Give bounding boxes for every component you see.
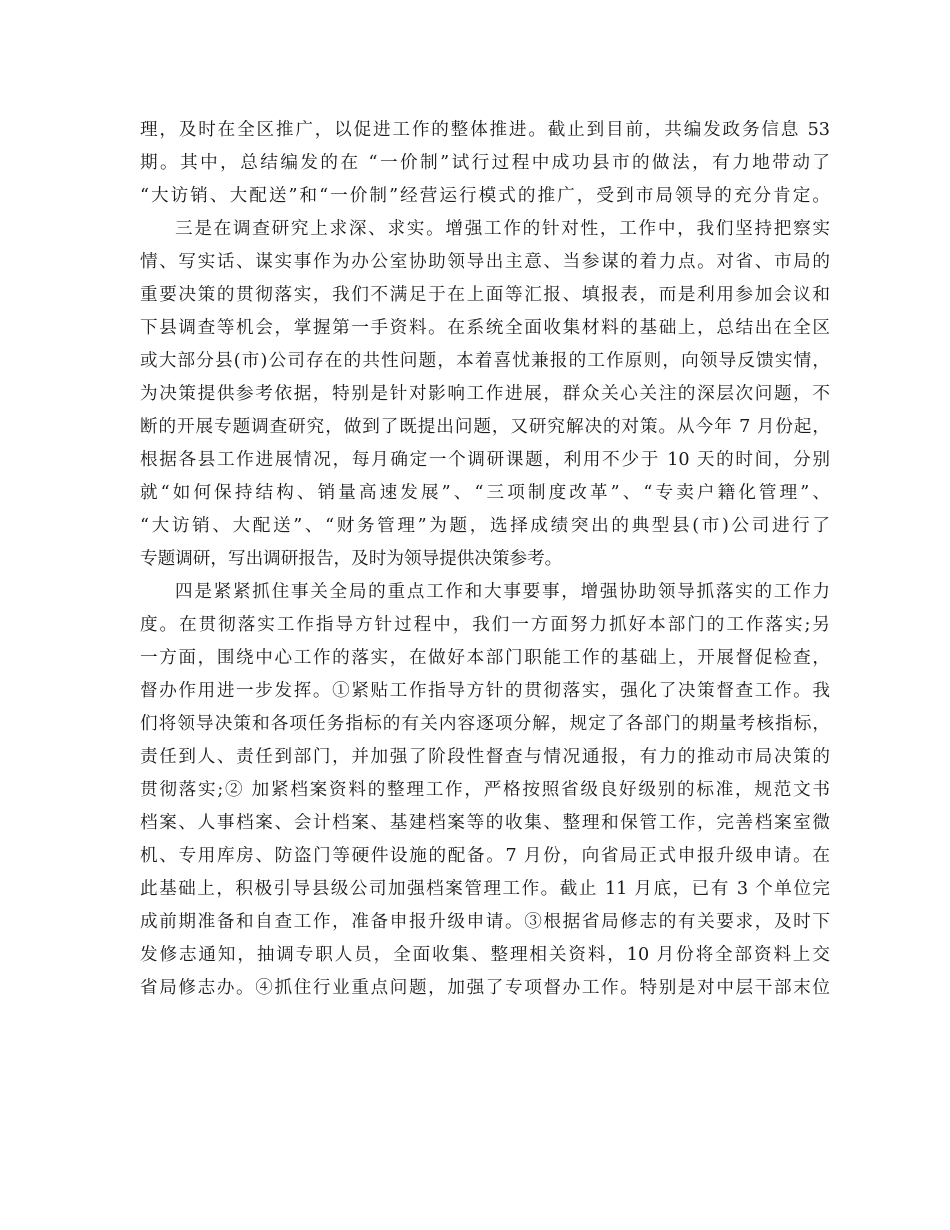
text-line: “大访销、大配送”和“一价制”经营运行模式的推广，受到市局领导的充分肯定。 [140,186,830,206]
text-line: 机、专用库房、防盗门等硬件设施的配备。7 月份，向省局正式申报升级申请。在 [140,846,830,866]
text-line: 重要决策的贯彻落实，我们不满足于在上面等汇报、填报表，而是利用参加会议和 [140,285,830,305]
text-line: 根据各县工作进展情况，每月确定一个调研课题，利用不少于 10 天的时间，分别 [140,450,830,470]
text-line: 情、写实话、谋实事作为办公室协助领导出主意、当参谋的着力点。对省、市局的 [140,252,830,272]
text-line: 理，及时在全区推广，以促进工作的整体推进。截止到目前，共编发政务信息 53 [140,120,830,140]
text-line: 或大部分县(市)公司存在的共性问题，本着喜忧兼报的工作原则，向领导反馈实情， [140,351,830,371]
paragraph-start-line: 三是在调查研究上求深、求实。增强工作的针对性，工作中，我们坚持把察实 [175,219,830,239]
text-line: 下县调查等机会，掌握第一手资料。在系统全面收集材料的基础上，总结出在全区 [140,318,830,338]
text-line: 度。在贯彻落实工作指导方针过程中，我们一方面努力抓好本部门的工作落实;另 [140,615,830,635]
text-line: 省局修志办。④抓住行业重点问题，加强了专项督办工作。特别是对中层干部末位 [140,978,830,998]
text-line: 此基础上，积极引导县级公司加强档案管理工作。截止 11 月底，已有 3 个单位完 [140,879,830,899]
text-line: “大访销、大配送”、“财务管理”为题，选择成绩突出的典型县(市)公司进行了 [140,516,830,536]
text-line: 发修志通知，抽调专职人员，全面收集、整理相关资料，10 月份将全部资料上交 [140,945,830,965]
text-line: 期。其中，总结编发的在 “一价制”试行过程中成功县市的做法，有力地带动了 [140,153,830,173]
paragraph-end-line: 专题调研，写出调研报告，及时为领导提供决策参考。 [140,549,563,569]
paragraph-start-line: 四是紧紧抓住事关全局的重点工作和大事要事，增强协助领导抓落实的工作力 [175,582,830,602]
text-line: 断的开展专题调查研究，做到了既提出问题，又研究解决的对策。从今年 7 月份起， [140,417,830,437]
text-line: 为决策提供参考依据，特别是针对影响工作进展，群众关心关注的深层次问题，不 [140,384,830,404]
text-line: 一方面，围绕中心工作的落实，在做好本部门职能工作的基础上，开展督促检查， [140,648,830,668]
text-line: 督办作用进一步发挥。①紧贴工作指导方针的贯彻落实，强化了决策督查工作。我 [140,681,830,701]
document-body [140,114,830,1005]
text-line: 成前期准备和自查工作，准备申报升级申请。③根据省局修志的有关要求，及时下 [140,912,830,932]
text-line: 就“如何保持结构、销量高速发展”、“三项制度改革”、“专卖户籍化管理”、 [140,483,830,503]
text-line: 们将领导决策和各项任务指标的有关内容逐项分解，规定了各部门的期量考核指标， [140,714,830,734]
text-line: 责任到人、责任到部门，并加强了阶段性督查与情况通报，有力的推动市局决策的 [140,747,830,767]
text-line: 贯彻落实;② 加紧档案资料的整理工作，严格按照省级良好级别的标准，规范文书 [140,780,830,800]
text-line: 档案、人事档案、会计档案、基建档案等的收集、整理和保管工作，完善档案室微 [140,813,830,833]
